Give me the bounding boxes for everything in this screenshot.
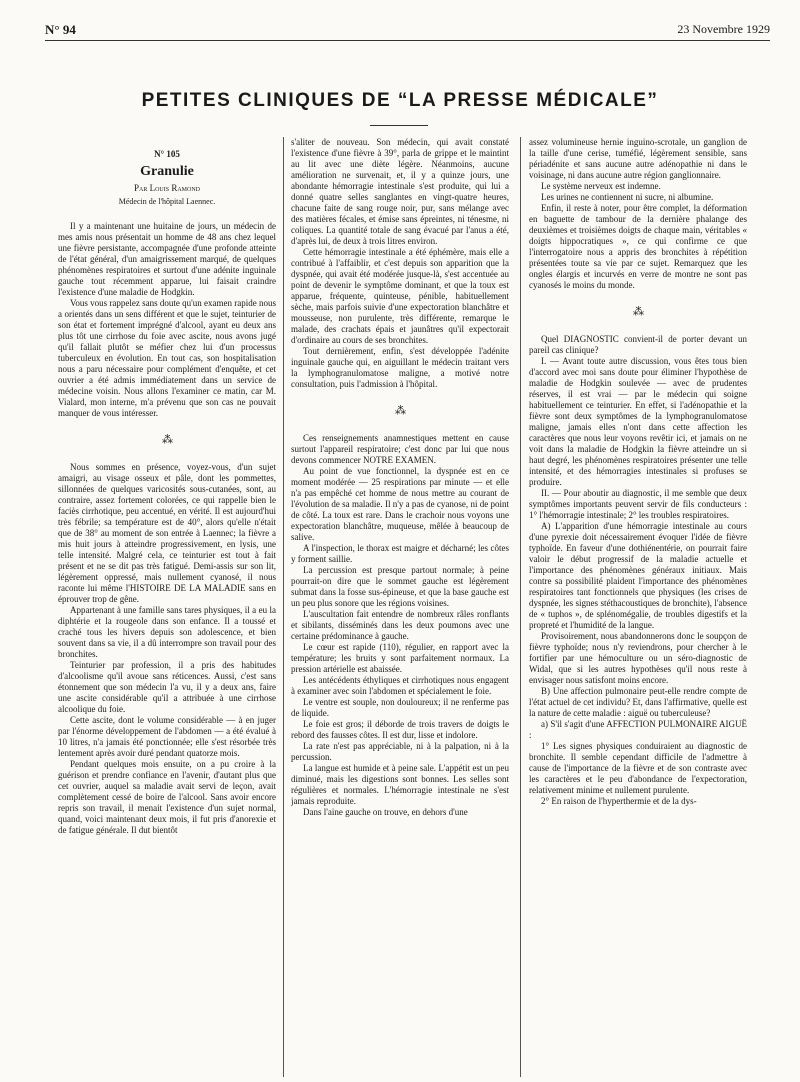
section-stars: ⁂ xyxy=(633,306,643,318)
issue-date: 23 Novembre 1929 xyxy=(677,22,770,36)
paragraph: La langue est humide et à peine sale. L'appétit est un peu diminué, mais les digestions sont bonnes. Les selles sont régulières et normales. L'hémorragie intestinale ne s'est jamais reproduite. xyxy=(291,763,509,806)
paragraph: Le système nerveux est indemne. xyxy=(541,181,661,191)
article-author: Par Louis Ramond xyxy=(133,183,200,193)
paragraph: Appartenant à une famille sans tares physiques, il a eu la diphtérie et la rougeole dans son enfance. Il a toussé et craché tous les hivers depuis son adolescence, et bien souvent dans sa vie, il a dû interrompre son travail pour des bronchites. xyxy=(58,605,276,659)
paragraph: I. — Avant toute autre discussion, vous êtes tous bien d'accord avec moi sans doute pour éliminer l'hypothèse de maladie de Hodgkin soulevée — avec de prudentes réserves, il est vrai — par le médecin qui soigne habituellement ce teinturier. En effet, si l'adénopathie et la fièvre sont deux symptômes de la lymphogranulomatose maligne, jamais elles n'ont dans cette affection les caractères que nous leur voyons revêtir ici, et jamais on ne voit dans la maladie de Hodgkin la fièvre atteindre un si haut degré, les phénomènes respiratoires présenter une telle intensité, et des hémorragies intestinales si profuses se produire. xyxy=(529,356,747,487)
paragraph: A) L'apparition d'une hémorragie intestinale au cours d'une pyrexie doit nécessairement évoquer l'idée de fièvre typhoïde. En faveur d'une dothiénentérie, on pourrait faire valoir le début progressif de la maladie actuelle et l'importance des phénomènes généraux initiaux. Mais contre sa possibilité plaident l'importance des phénomènes respiratoires tant fonctionnels que physiques (les crises de dyspnée, les signes stéthacoustiques de bronchite), l'absence de « tuphos », de splénomégalie, de troubles digestifs et la propreté et l'humidité de la langue. xyxy=(529,521,747,630)
paragraph: Quel DIAGNOSTIC convient-il de porter devant un pareil cas clinique? xyxy=(529,334,747,355)
paragraph: La rate n'est pas appréciable, ni à la palpation, ni à la percussion. xyxy=(291,741,509,762)
paragraph: Nous sommes en présence, voyez-vous, d'un sujet amaigri, au visage osseux et pâle, dont les pommettes, sillonnées de quelques varicosités sous-cutanées, sont, au contraire, assez fortement colorées, ce qui rappelle bien le faciès cirrhotique, peu accentué, en vérité. Il est aujourd'hui très fébrile; sa température est de 40°, alors qu'elle n'était que de 38° au moment de son entrée à Laennec; la fièvre a mis huit jours à atteindre progressivement, en lysis, une telle intensité. Malgré cela, ce teinturier est tout à fait présent et ne se dit pas très fatigué. Demi-assis sur son lit, légèrement oppressé, mais nullement cyanosé, il nous raconte lui même l'HISTOIRE DE LA MALADIE sans en éprouver trop de gêne. xyxy=(58,462,276,604)
article-title: Granulie xyxy=(140,164,194,179)
paragraph: Dans l'aine gauche on trouve, en dehors d'une xyxy=(303,807,468,817)
paragraph: Les antécédents éthyliques et cirrhotiques nous engagent à examiner avec soin l'abdomen et spécialement le foie. xyxy=(291,675,509,696)
column-2 xyxy=(291,137,509,1077)
issue-number: N° 94 xyxy=(45,22,76,37)
paragraph: B) Une affection pulmonaire peut-elle rendre compte de l'état actuel de cet individu? Et, dans l'affirmative, quelle est la nature de cette maladie : aiguë ou tuberculeuse? xyxy=(529,686,747,718)
paragraph: Teinturier par profession, il a pris des habitudes d'alcoolisme qu'il avoue sans réticences. Aussi, c'est sans étonnement que son médecin l'a vu, il y a deux ans, faire une ascite considérable qu'il a attribuée à une cirrhose alcoolique du foie. xyxy=(58,660,276,714)
paragraph: Vous vous rappelez sans doute qu'un examen rapide nous a orientés dans un sens différent et que le sujet, teinturier de son état et fortement imprégné d'alcool, ayant eu deux ans plus tôt une cirrhose du foie avec ascite, nous avons jugé qu'il fallait plutôt se méfier chez lui d'un processus tuberculeux en évolution. En tout cas, son hospitalisation nous a paru nécessaire pour complément d'enquête, et cet ouvrier a été admis immédiatement dans un service de médecine voisin. Nous allons l'examiner ce matin, car M. Vialard, mon interne, m'a prévenu que son cas ne pouvait manquer de vous intéresser. xyxy=(58,298,276,418)
paragraph: Au point de vue fonctionnel, la dyspnée est en ce moment modérée — 25 respirations par minute — et elle n'a pas empêché cet homme de nous mettre au courant de l'évolution de sa maladie. Il n'y a pas de cyanose, ni de point de côté. La toux est rare. Dans le crachoir nous voyons une expectoration blanchâtre, muqueuse, mêlée à beaucoup de salive. xyxy=(291,466,509,542)
paragraph: Provisoirement, nous abandonnerons donc le soupçon de fièvre typhoïde; nous n'y reviendrons, pour chercher à le fortifier par une hémoculture ou un séro-diagnostic de Widal, que si les autres hypothèses qu'il nous reste à envisager nous satisfont moins encore. xyxy=(529,631,747,685)
column-separator xyxy=(520,137,521,1077)
author-affiliation: Médecin de l'hôpital Laennec. xyxy=(118,197,216,206)
paragraph: II. — Pour aboutir au diagnostic, il me semble que deux symptômes importants peuvent servir de fils conducteurs : 1° l'hémorragie intestinale; 2° les troubles respiratoires. xyxy=(529,488,747,520)
article-number: N° 105 xyxy=(154,149,180,159)
paragraph: Enfin, il reste à noter, pour être complet, la déformation en baguette de tambour de la dernière phalange des deuxièmes et troisièmes doigts de chaque main, véritables « doigts hippocratiques », ce qui confirme ce que l'interrogatoire nous a appris des bronchites à répétition présentées toute sa vie par ce sujet. Remarquez que les ongles élargis et incurvés en verre de montre ne sont pas cyanosés le moins du monde. xyxy=(529,203,747,290)
journal-title: PETITES CLINIQUES DE “LA PRESSE MÉDICALE” xyxy=(141,90,659,111)
paragraph: Les urines ne contiennent ni sucre, ni albumine. xyxy=(541,192,714,202)
paragraph: A l'inspection, le thorax est maigre et décharné; les côtes y forment saillie. xyxy=(291,543,509,564)
paragraph: 2° En raison de l'hyperthermie et de la dys- xyxy=(541,796,697,806)
paragraph: a) S'il s'agit d'une AFFECTION PULMONAIRE AIGUË : xyxy=(529,719,747,740)
paragraph: L'auscultation fait entendre de nombreux râles ronflants et sibilants, disséminés dans les deux poumons avec une certaine prédominance à gauche. xyxy=(291,609,509,641)
column-3 xyxy=(529,137,747,1077)
title-rule xyxy=(370,125,428,126)
paragraph: 1° Les signes physiques conduiraient au diagnostic de bronchite. Il semble cependant difficile de l'admettre à cause de l'importance de la fièvre et de son contraste avec les caractères et le peu d'abondance de l'expectoration, relativement minime et nullement purulente. xyxy=(529,741,747,795)
paragraph: Ces renseignements anamnestiques mettent en cause surtout l'appareil respiratoire; c'est donc par lui que nous devons commencer NOTRE EXAMEN. xyxy=(291,433,509,465)
section-stars: ⁂ xyxy=(162,434,172,446)
paragraph: Le ventre est souple, non douloureux; il ne renferme pas de liquide. xyxy=(291,697,509,718)
paragraph: Le foie est gros; il déborde de trois travers de doigts le rebord des fausses côtes. Il est dur, lisse et indolore. xyxy=(291,719,509,740)
paragraph: Le cœur est rapide (110), régulier, en rapport avec la température; les bruits y sont parfaitement normaux. La pression artérielle est abaissée. xyxy=(291,642,509,674)
section-stars: ⁂ xyxy=(395,405,405,417)
header-rule xyxy=(45,40,770,41)
paragraph: assez volumineuse hernie inguino-scrotale, un ganglion de la taille d'une cerise, tuméfié, légèrement sensible, sans périadénite et sans aucune autre adénopathie ni dans le voisinage, ni dans aucune autre région ganglionnaire. xyxy=(529,137,747,180)
paragraph: Cette ascite, dont le volume considérable — à en juger par l'énorme développement de l'abdomen — a été évalué à 10 litres, n'a jamais été ponctionnée; elle s'est résorbée très lentement après avoir duré pendant quatorze mois. xyxy=(58,715,276,758)
paragraph: Tout dernièrement, enfin, s'est développée l'adénite inguinale gauche qui, en aiguillant le médecin traitant vers la lymphogranulomatose maligne, a motivé notre consultation, puis l'admission à l'hôpital. xyxy=(291,346,509,389)
paragraph: s'aliter de nouveau. Son médecin, qui avait constaté l'existence d'une fièvre à 39°, parla de grippe et le maintint au lit avec une diète légère. Néanmoins, aucune amélioration ne survenait, et, il y a quinze jours, une abondante hémorragie intestinale s'est produite, qui lui a donné quatre selles sanglantes en vingt-quatre heures, chacune faite de sang rouge noir, pur, sans mélange avec des matières fécales, et émise sans épreintes, ni ténesme, ni coliques. La quantité totale de sang évacué par l'anus a été, d'après lui, de deux à trois litres environ. xyxy=(291,137,509,246)
paragraph: Pendant quelques mois ensuite, on a pu croire à la guérison et prendre confiance en l'avenir, d'autant plus que cet ouvrier, auquel sa maladie avait servi de leçon, avait complètement cessé de boire de l'alcool. Sans avoir encore repris son travail, il menait l'existence d'un sujet normal, quand, voici maintenant deux mois, il fut pris d'anorexie et de fatigue générale. Il dut bientôt xyxy=(58,759,276,835)
column-separator xyxy=(283,137,284,1077)
paragraph: La percussion est presque partout normale; à peine pourrait-on dire que le sommet gauche est légèrement submat dans la fosse sus-épineuse, et que la base gauche est un peu plus sonore que les régions voisines. xyxy=(291,565,509,608)
column-1 xyxy=(58,137,276,1077)
paragraph: Cette hémorragie intestinale a été éphémère, mais elle a contribué à l'affaiblir, et c'est depuis son apparition que la dyspnée, qui avait été modérée jusque-là, s'est accentuée au point de devenir le symptôme dominant, et que la toux est apparue, fréquente, quinteuse, pénible, habituellement sèche, mais parfois suivie d'une expectoration blanchâtre et mousseuse, non purulente, très différente, remarque le malade, des crachats épais et jaunâtres qu'il expectorait d'ordinaire au cours de ses bronchites. xyxy=(291,247,509,345)
paragraph: Il y a maintenant une huitaine de jours, un médecin de mes amis nous présentait un homme de 48 ans chez lequel une fièvre persistante, accompagnée d'une profonde atteinte de l'état général, d'un amaigrissement marqué, de quelques phénomènes respiratoires et surtout d'une adénite inguinale gauche tout récemment apparue, lui faisait craindre l'existence d'une maladie de Hodgkin. xyxy=(58,221,276,297)
